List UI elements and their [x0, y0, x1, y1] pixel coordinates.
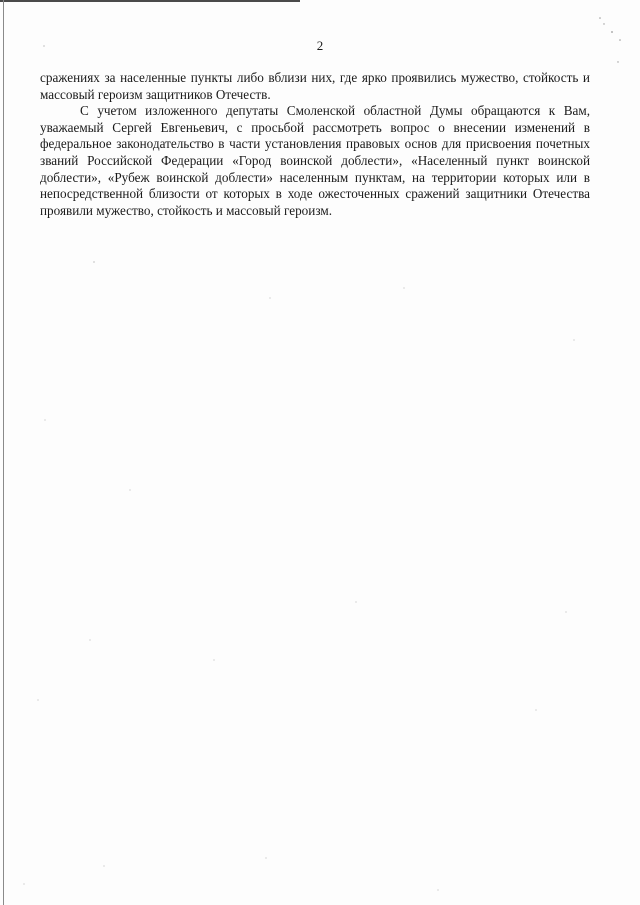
paragraph-request: С учетом изложенного депутаты Смоленской областной Думы обращаются к Вам, уважаемый Сергей Евгеньевич, с просьбой рассмотреть вопрос о внесении изменений в федеральное законодательство в части установления правовых основ для присвоения почетных званий Российской Федерации «Город воинской доблести», «Населенный пункт воинской доблести», «Рубеж воинской доблести» населенным пунктам, на территории которых или в непосредственной близости от которых в ходе ожесточенных сражений защитники Отечества проявили мужество, стойкость и массовый героизм. — [40, 103, 590, 218]
page-number: 2 — [316, 38, 324, 53]
paragraph-continuation: сражениях за населенные пункты либо вблизи них, где ярко проявились мужество, стойкость и массовый героизм защитников Отечеств. — [40, 70, 590, 102]
